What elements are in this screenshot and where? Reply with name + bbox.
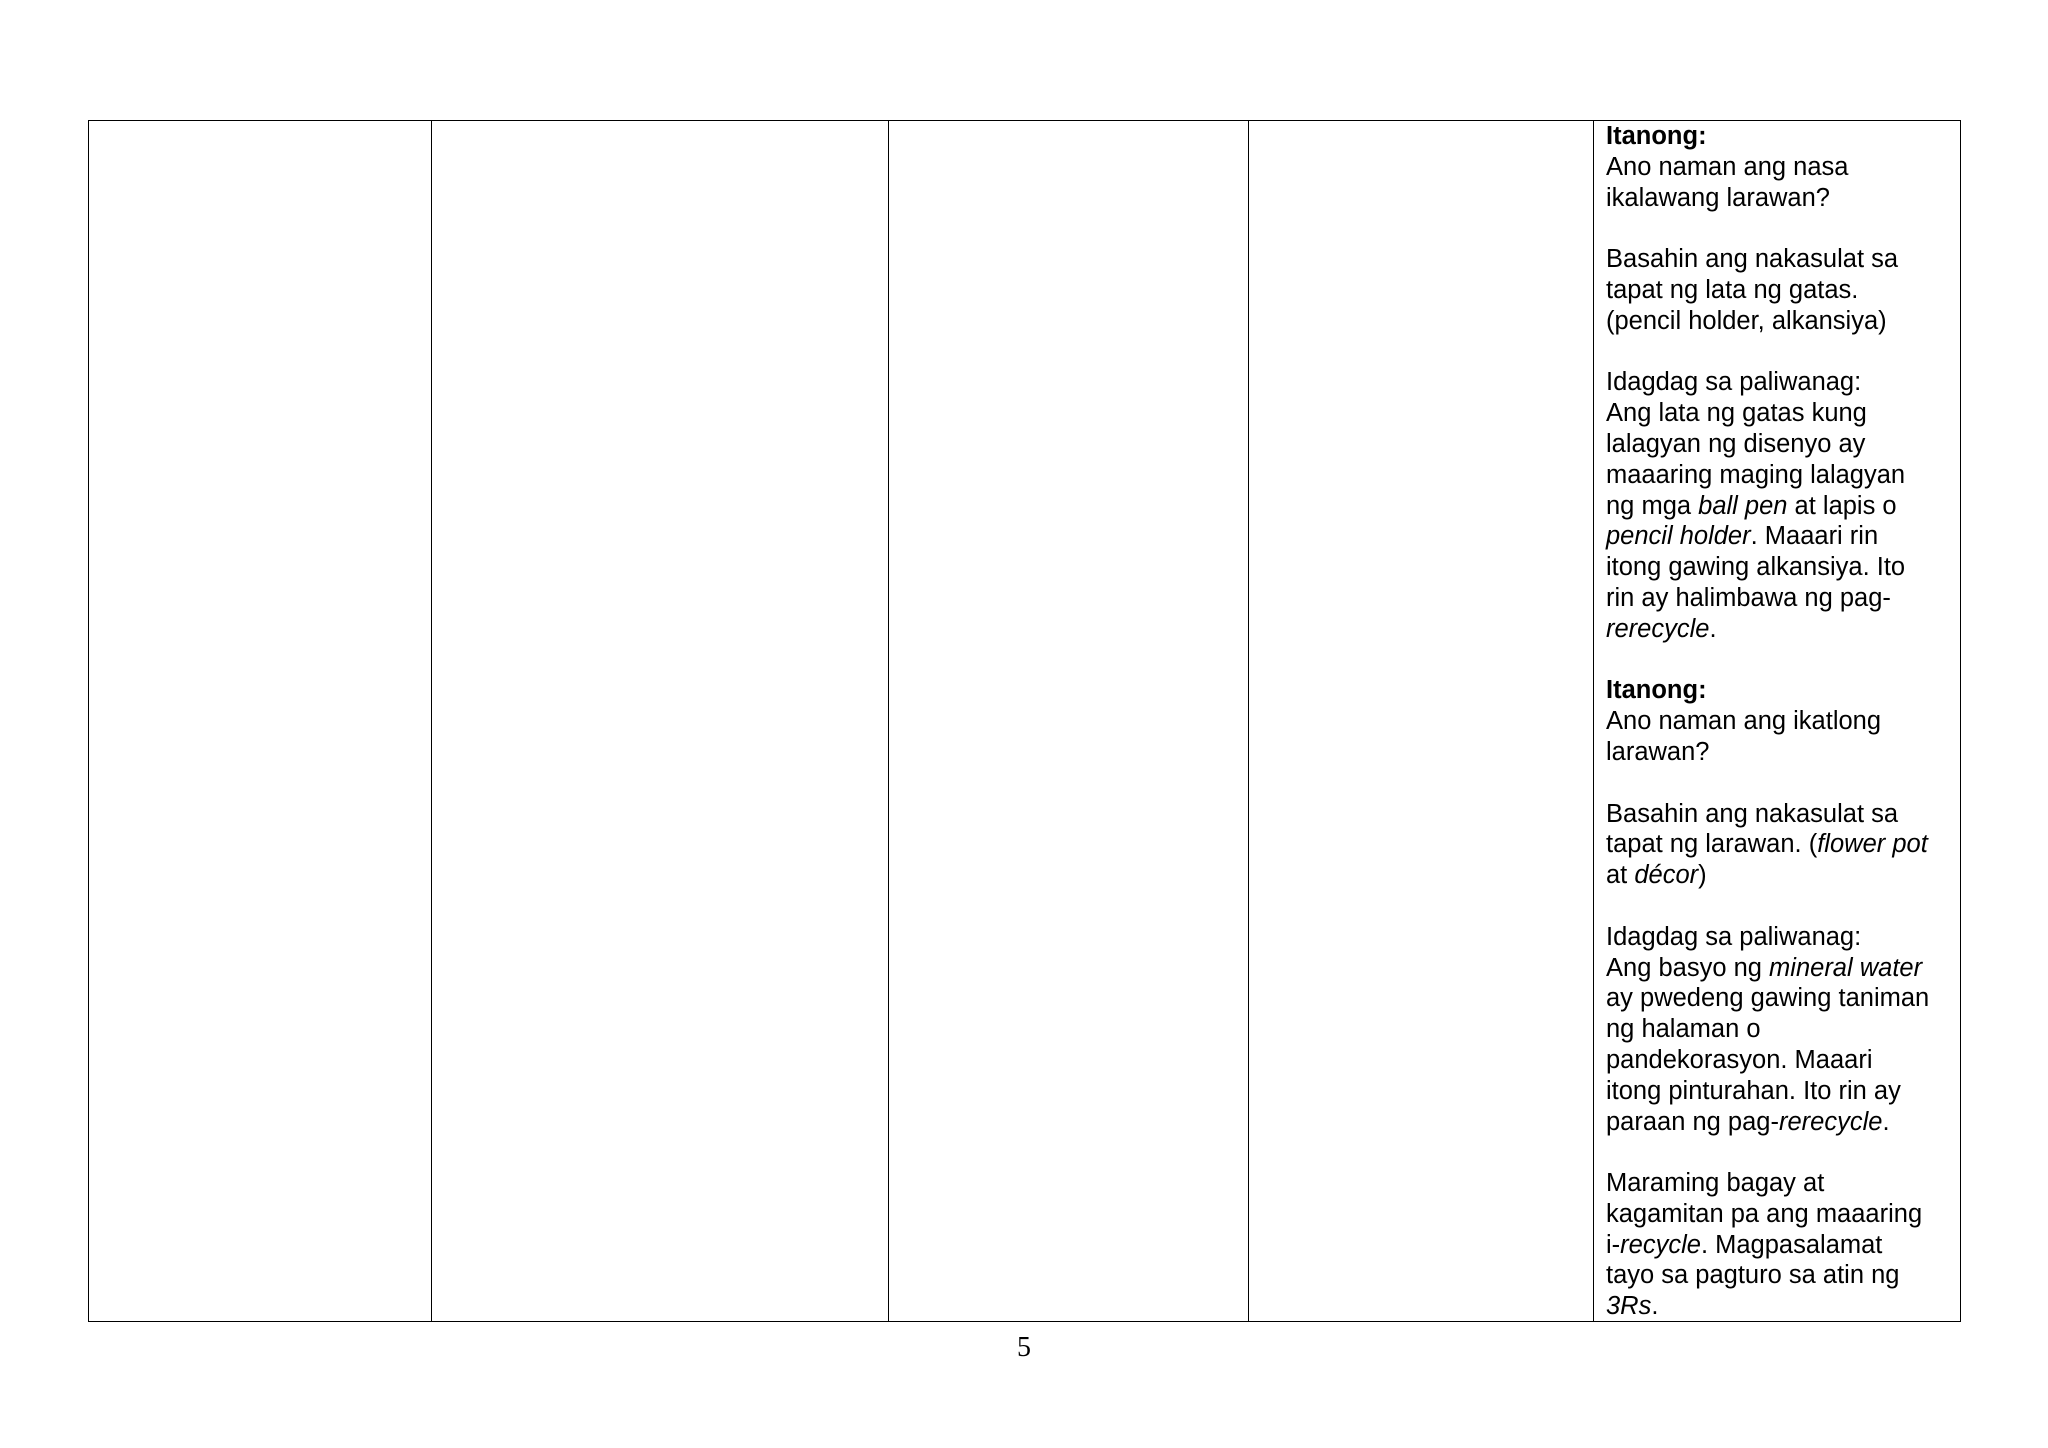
- italic-term: flower pot: [1817, 830, 1928, 859]
- text-line: maaaring maging lalagyan: [1606, 460, 1906, 489]
- table-cell-col-2: [432, 121, 889, 1321]
- text-line: [1606, 953, 1950, 984]
- text-run: ng mga: [1606, 491, 1699, 520]
- text-line: [1606, 1230, 1950, 1261]
- text-line: lalagyan ng disenyo ay: [1606, 429, 1866, 458]
- text-line: [1606, 521, 1950, 552]
- paragraph-question-3: [1606, 675, 1950, 767]
- paragraph-closing: [1606, 1168, 1950, 1321]
- text-line: Basahin ang nakasulat sa: [1606, 245, 1899, 274]
- text-line: ng halaman o: [1606, 1015, 1761, 1044]
- text-line: [1606, 860, 1950, 891]
- paragraph-explanation-milk-can: [1606, 367, 1950, 644]
- italic-term: décor: [1634, 861, 1699, 890]
- text-line: [1606, 829, 1950, 860]
- text-line: [1606, 614, 1950, 645]
- text-line: Ano naman ang ikatlong: [1606, 707, 1882, 736]
- text-line: pandekorasyon. Maaari: [1606, 1045, 1873, 1074]
- italic-term: 3Rs: [1606, 1292, 1652, 1321]
- question-heading: Itanong:: [1606, 122, 1707, 150]
- paragraph-read-picture: [1606, 799, 1950, 891]
- table-cell-col-5: [1594, 121, 1962, 1321]
- lesson-table: [88, 120, 1961, 1322]
- text-line: [1606, 491, 1950, 522]
- text-run: ): [1698, 861, 1707, 890]
- text-line: Basahin ang nakasulat sa: [1606, 799, 1899, 828]
- text-line: Ano naman ang nasa: [1606, 152, 1849, 181]
- table-cell-col-4: [1249, 121, 1594, 1321]
- text-run: i-: [1606, 1230, 1621, 1259]
- text-run: at: [1606, 861, 1635, 890]
- text-run: Ang basyo ng: [1606, 953, 1770, 982]
- italic-term: rerecycle: [1606, 614, 1710, 643]
- text-line: itong gawing alkansiya. Ito: [1606, 553, 1906, 582]
- text-line: Idagdag sa paliwanag:: [1606, 922, 1862, 951]
- text-run: tapat ng larawan. (: [1606, 830, 1818, 859]
- text-line: Idagdag sa paliwanag:: [1606, 368, 1862, 397]
- text-run: . Magpasalamat: [1700, 1230, 1883, 1259]
- text-line: [1606, 1291, 1950, 1321]
- text-line: tayo sa pagturo sa atin ng: [1606, 1261, 1900, 1290]
- text-line: larawan?: [1606, 737, 1710, 766]
- question-heading: Itanong:: [1606, 676, 1707, 705]
- text-line: ikalawang larawan?: [1606, 183, 1830, 212]
- italic-term: pencil holder: [1606, 522, 1751, 551]
- instruction-text: [1606, 121, 1950, 1321]
- text-line: Ang lata ng gatas kung: [1606, 399, 1867, 428]
- text-line: kagamitan pa ang maaaring: [1606, 1199, 1923, 1228]
- italic-term: rerecycle: [1778, 1107, 1883, 1136]
- text-line: [1606, 1107, 1950, 1138]
- text-run: .: [1651, 1292, 1659, 1321]
- text-line: (pencil holder, alkansiya): [1606, 306, 1887, 335]
- italic-term: ball pen: [1698, 491, 1788, 520]
- text-run: . Maaari rin: [1750, 522, 1879, 551]
- paragraph-question-2: [1606, 121, 1950, 213]
- text-run: at lapis o: [1787, 491, 1897, 520]
- text-line: tapat ng lata ng gatas.: [1606, 275, 1859, 304]
- page-number: 5: [1017, 1332, 1031, 1363]
- text-run: .: [1882, 1107, 1890, 1136]
- paragraph-explanation-bottle: [1606, 922, 1950, 1138]
- text-line: ay pwedeng gawing taniman: [1606, 984, 1930, 1013]
- italic-term: recycle: [1620, 1230, 1701, 1259]
- text-line: Maraming bagay at: [1606, 1169, 1825, 1198]
- table-cell-col-1: [89, 121, 432, 1321]
- text-run: paraan ng pag-: [1606, 1107, 1779, 1136]
- italic-term: mineral water: [1769, 953, 1923, 982]
- text-line: rin ay halimbawa ng pag-: [1606, 583, 1891, 612]
- text-run: .: [1709, 614, 1717, 643]
- paragraph-read-milk-can: [1606, 244, 1950, 336]
- text-line: itong pinturahan. Ito rin ay: [1606, 1076, 1901, 1105]
- table-cell-col-3: [889, 121, 1249, 1321]
